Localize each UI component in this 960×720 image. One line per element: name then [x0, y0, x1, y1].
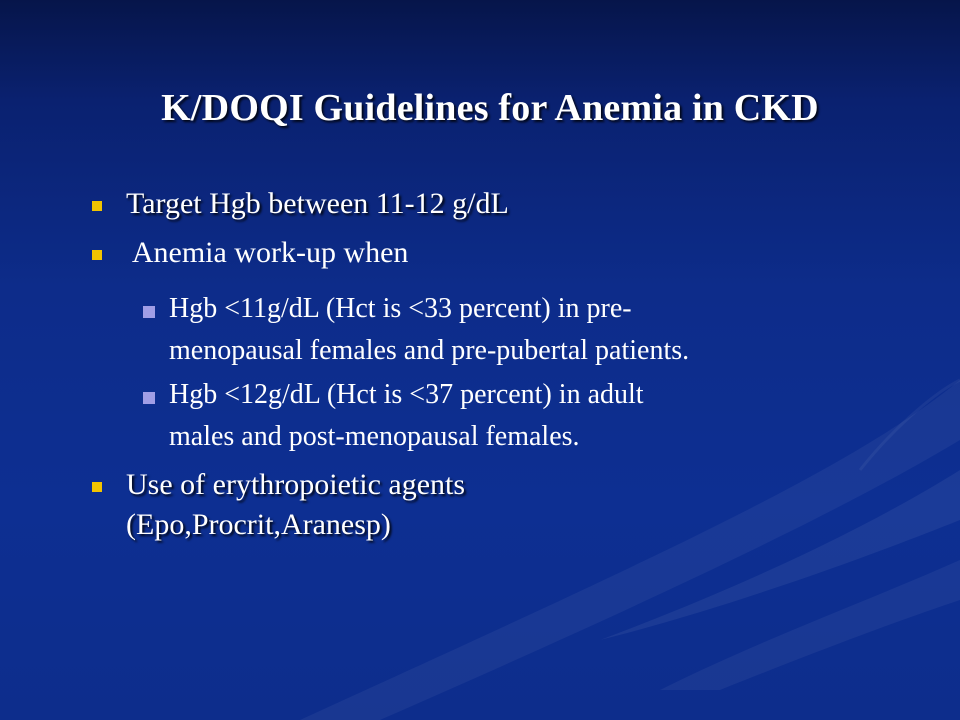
square-bullet-icon: [92, 201, 102, 211]
square-bullet-icon: [143, 392, 155, 404]
bullet-text: Anemia work-up when: [126, 236, 409, 269]
bullet-text-line2: (Epo,Procrit,Aranesp): [126, 508, 391, 541]
sub-bullet-text-line1: Hgb <11g/dL (Hct is <33 percent) in pre-: [169, 293, 632, 324]
sub-bullet-text-line2: menopausal females and pre-pubertal patients.: [169, 335, 690, 366]
bullet-text: Target Hgb between 11-12 g/dL: [126, 187, 509, 220]
sub-bullet-text-line2: males and post-menopausal females.: [169, 421, 580, 452]
square-bullet-icon: [143, 306, 155, 318]
slide-title: K/DOQI Guidelines for Anemia in CKD: [161, 87, 819, 129]
square-bullet-icon: [92, 250, 102, 260]
square-bullet-icon: [92, 482, 102, 492]
bullet-text-line1: Use of erythropoietic agents: [126, 468, 466, 501]
sub-bullet-text-line1: Hgb <12g/dL (Hct is <37 percent) in adult: [169, 379, 644, 410]
